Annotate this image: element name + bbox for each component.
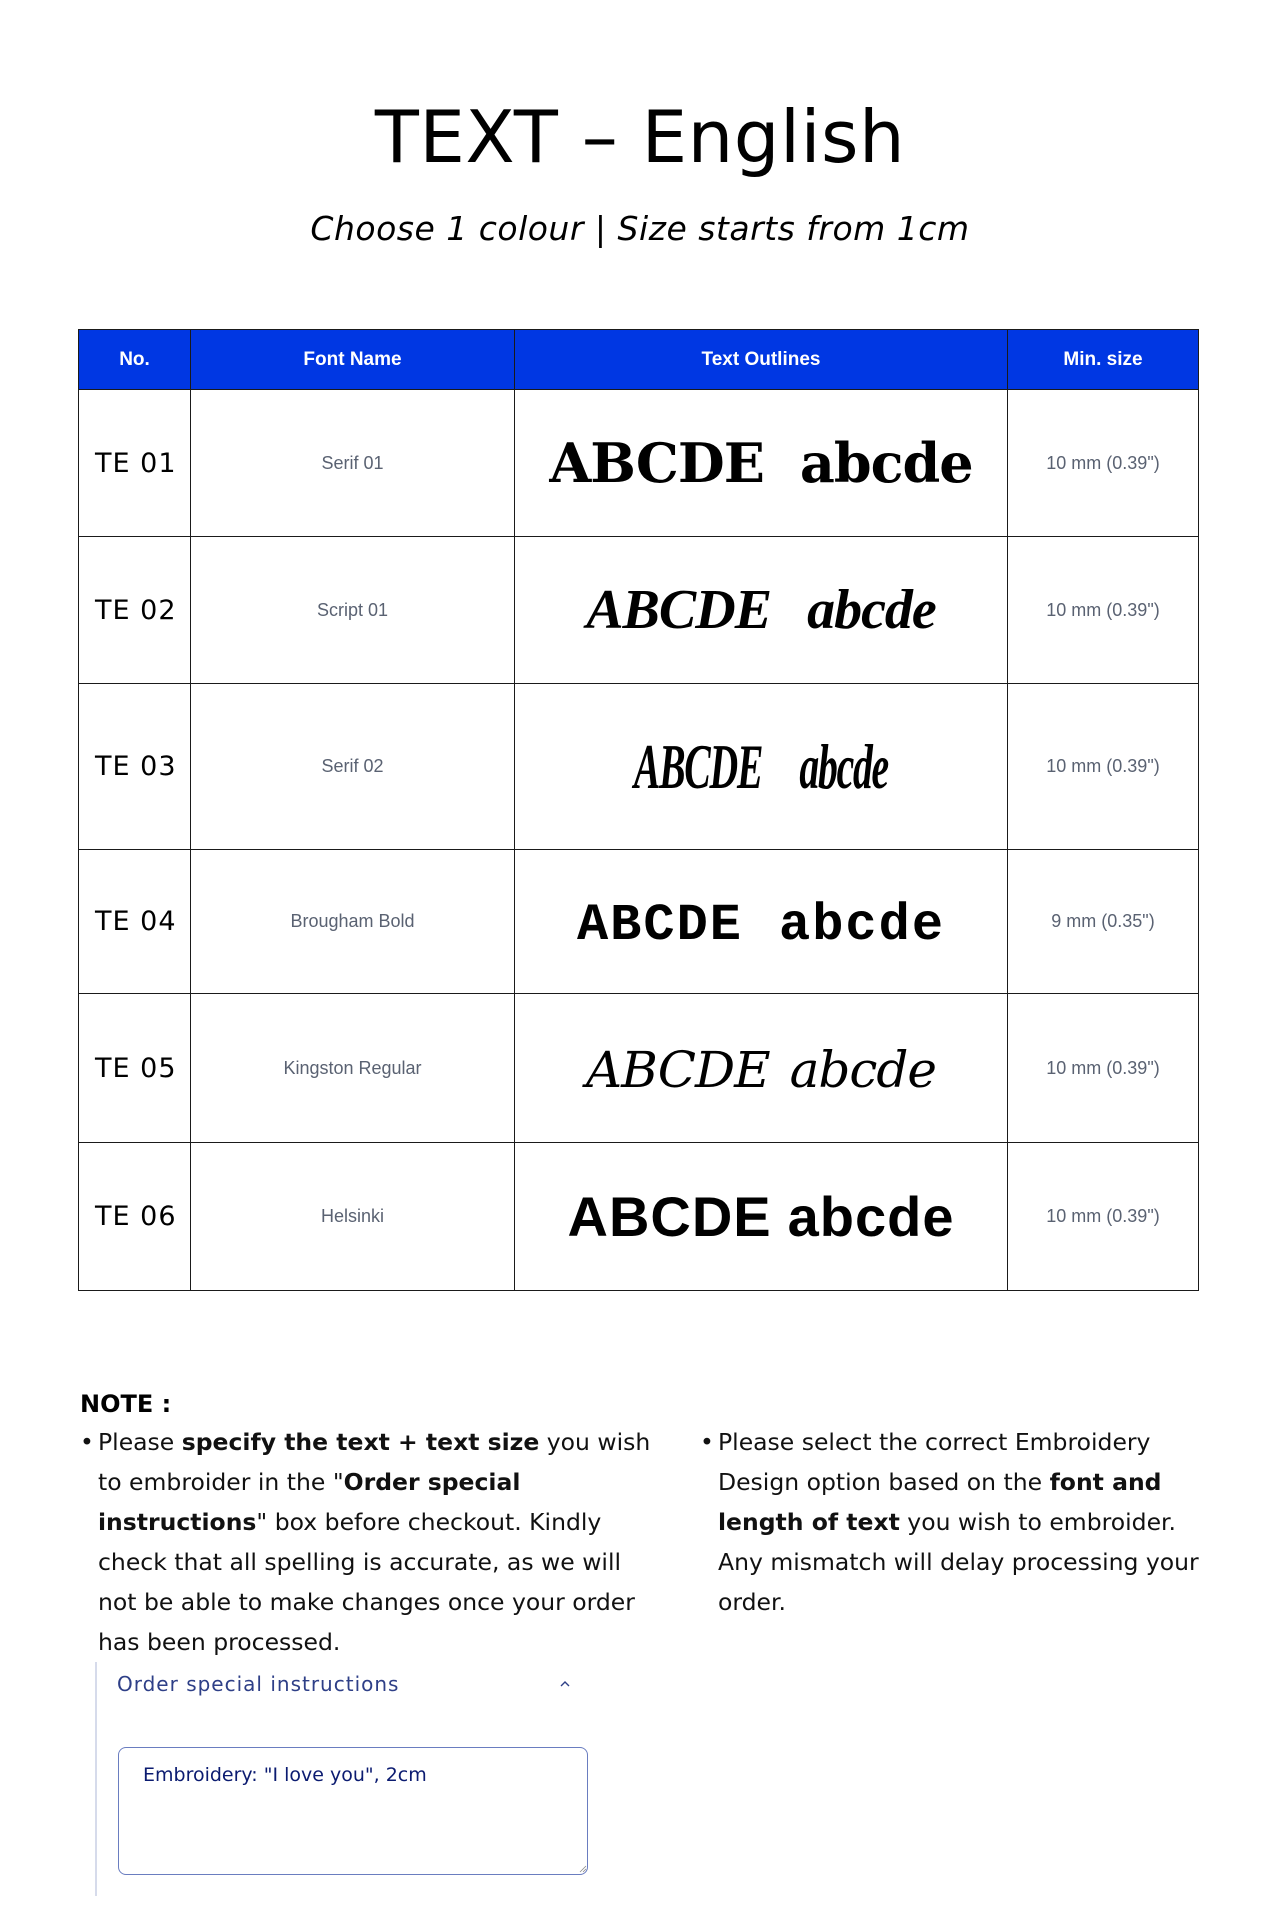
font-sample (515, 684, 1008, 850)
sample-upper: ABCDE (586, 579, 772, 641)
sample-lower: abcde (807, 579, 936, 641)
font-name: Kingston Regular (191, 994, 515, 1143)
font-name: Serif 02 (191, 684, 515, 850)
min-size: 10 mm (0.39") (1008, 994, 1199, 1143)
table-header-row (79, 330, 1199, 390)
sample-lower: abcde (787, 1185, 955, 1248)
font-number: TE 01 (79, 390, 191, 537)
font-sample (515, 1143, 1008, 1291)
order-special-instructions-panel (95, 1662, 597, 1896)
font-number: TE 05 (79, 994, 191, 1143)
page-title: TEXT – English (374, 95, 906, 179)
font-number: TE 02 (79, 537, 191, 684)
sample-lower: abcde (779, 895, 946, 955)
sample-upper: ABCDE (585, 1040, 770, 1099)
column-header-no: No. (79, 330, 191, 390)
order-instructions-textarea[interactable] (118, 1747, 588, 1875)
sample-upper: ABCDE (633, 730, 763, 802)
font-name: Script 01 (191, 537, 515, 684)
min-size: 9 mm (0.35") (1008, 850, 1199, 994)
bullet-icon: • (700, 1428, 714, 1456)
panel-toggle-label[interactable]: Order special instructions (117, 1672, 400, 1696)
bullet-icon: • (80, 1428, 94, 1456)
sample-lower: abcde (789, 1040, 937, 1099)
min-size: 10 mm (0.39") (1008, 1143, 1199, 1291)
font-name: Brougham Bold (191, 850, 515, 994)
min-size: 10 mm (0.39") (1008, 390, 1199, 537)
emphasis-text-size: specify the text + text size (181, 1428, 540, 1456)
column-header-text-outlines: Text Outlines (515, 330, 1008, 390)
font-sample (515, 537, 1008, 684)
resize-handle-icon[interactable] (579, 1865, 587, 1873)
note-heading: NOTE : (80, 1390, 172, 1418)
emphasis-font-length: font and length of text (718, 1468, 1162, 1536)
min-size: 10 mm (0.39") (1008, 537, 1199, 684)
table-row (79, 1143, 1199, 1291)
font-sample (515, 850, 1008, 994)
note-bullet-design-option: • Please select the correct Embroidery Design option based on the font and length of text you wish to embroider. Any mismatch will delay processing your order. (700, 1422, 1220, 1622)
sample-upper: ABCDE (576, 895, 743, 955)
min-size: 10 mm (0.39") (1008, 684, 1199, 850)
font-table (78, 329, 1199, 1291)
column-header-font-name: Font Name (191, 330, 515, 390)
font-number: TE 03 (79, 684, 191, 850)
sample-lower: abcde (799, 730, 889, 802)
font-sample (515, 994, 1008, 1143)
table-row (79, 850, 1199, 994)
note-bullet-text-spec: • Please specify the text + text size you wish to embroider in the "Order special instructions" box before checkout. Kindly check that all spelling is accurate, as we will not be able to make changes once your order has been processed. (80, 1422, 660, 1662)
font-number: TE 04 (79, 850, 191, 994)
font-name: Helsinki (191, 1143, 515, 1291)
column-header-min-size: Min. size (1008, 330, 1199, 390)
table-row (79, 684, 1199, 850)
chevron-up-icon[interactable] (557, 1676, 573, 1692)
table-row (79, 537, 1199, 684)
sample-lower: abcde (799, 431, 973, 495)
sample-upper: ABCDE (567, 1185, 772, 1248)
font-number: TE 06 (79, 1143, 191, 1291)
font-name: Serif 01 (191, 390, 515, 537)
emphasis-order-instructions: Order special instructions (98, 1468, 521, 1536)
font-sample (515, 390, 1008, 537)
table-row (79, 994, 1199, 1143)
page-subtitle: Choose 1 colour | Size starts from 1cm (310, 209, 970, 248)
sample-upper: ABCDE (549, 431, 764, 495)
table-row (79, 390, 1199, 537)
